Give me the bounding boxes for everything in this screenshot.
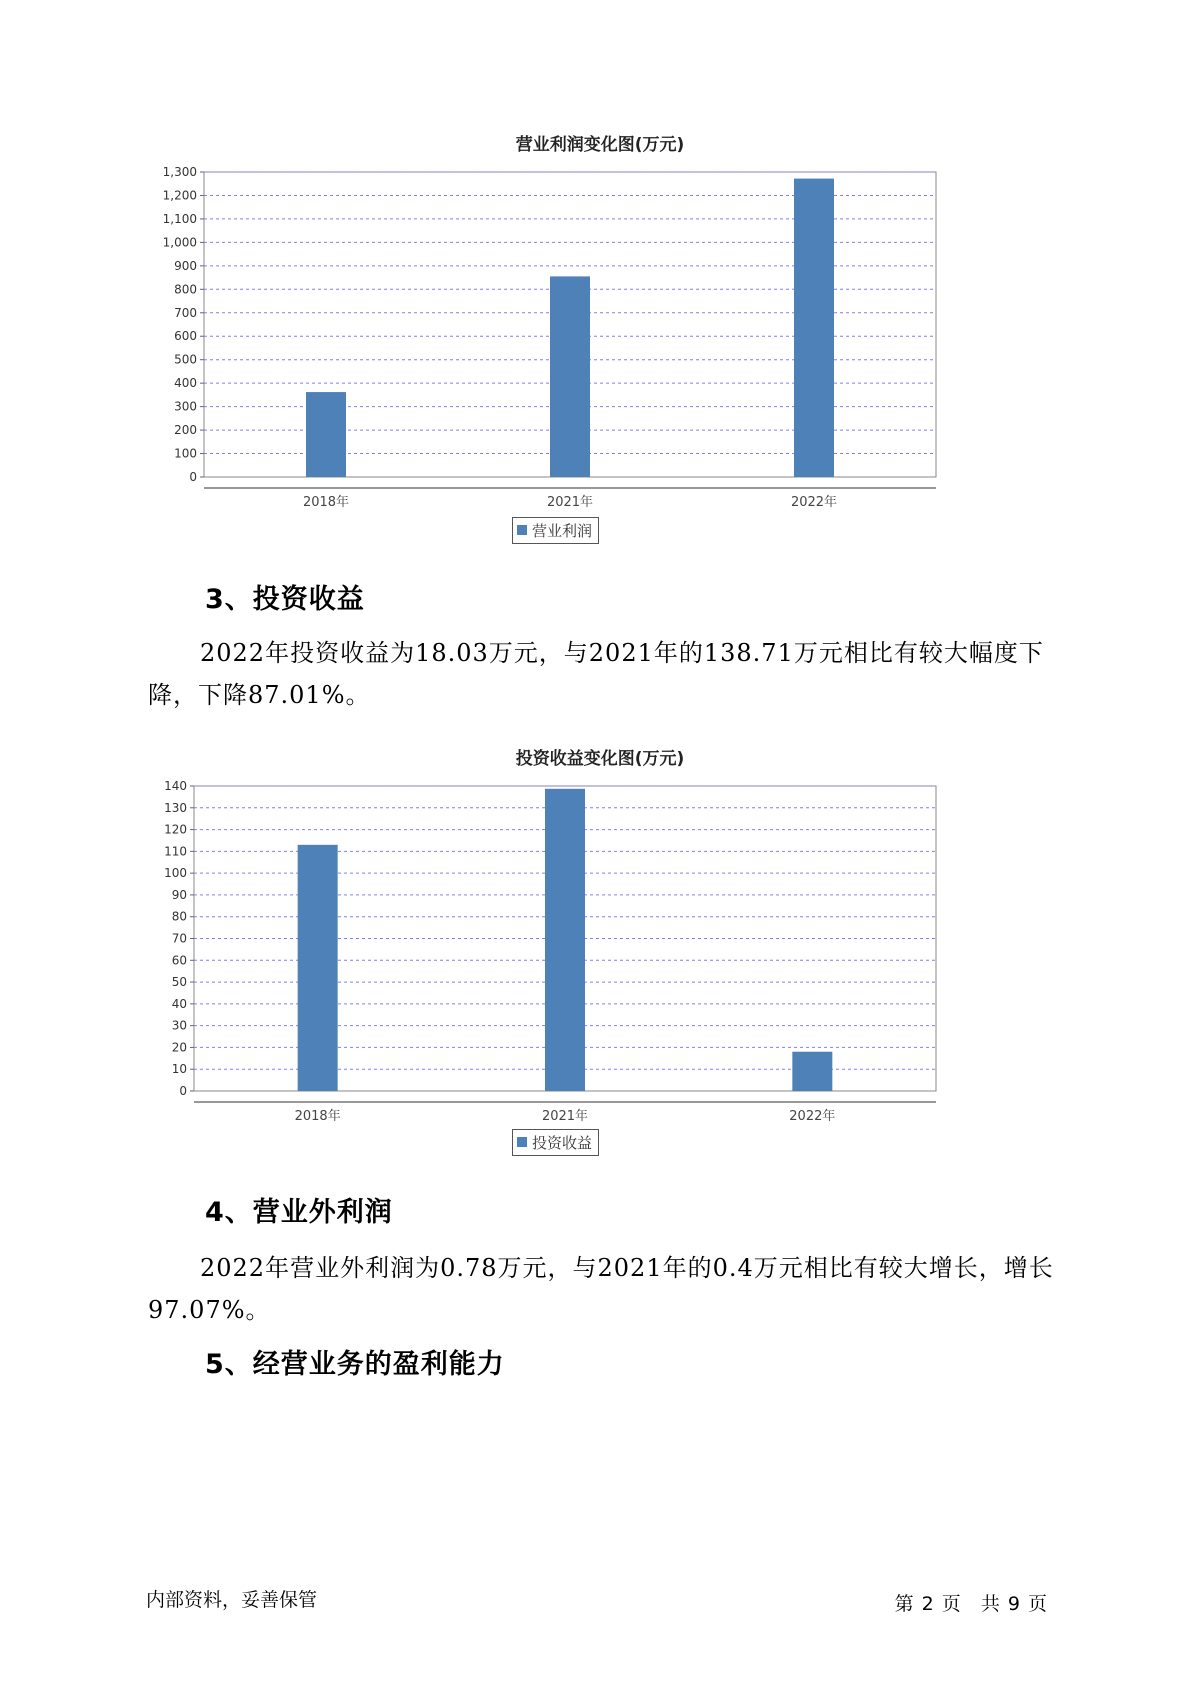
chart-legend — [512, 517, 599, 544]
y-tick-label: 30 — [171, 1018, 187, 1033]
y-tick-label: 700 — [174, 305, 197, 320]
y-tick-label: 600 — [174, 329, 197, 344]
y-tick-label: 1,300 — [162, 165, 197, 179]
operating-profit-plot — [160, 130, 1040, 510]
bar — [794, 179, 834, 477]
section-5-heading: 5、经营业务的盈利能力 — [205, 1349, 505, 1380]
section-4-text: 2022年营业外利润为0.78万元，与2021年的0.4万元相比有较大增长，增长97.07%。 — [148, 1254, 1054, 1324]
footer-confidential-note: 内部资料，妥善保管 — [146, 1589, 318, 1611]
x-tick-label: 2021年 — [541, 1109, 589, 1124]
section-3-text: 2022年投资收益为18.03万元，与2021年的138.71万元相比有较大幅度下降，下降87.01%。 — [148, 639, 1044, 709]
y-tick-label: 0 — [179, 1084, 187, 1098]
chart-title: 投资收益变化图(万元) — [515, 749, 685, 769]
total-unit: 页 — [1027, 1593, 1047, 1615]
operating-profit-chart — [160, 130, 1040, 550]
chart-title: 营业利润变化图(万元) — [515, 135, 685, 155]
y-tick-label: 50 — [171, 975, 187, 990]
x-tick-label: 2022年 — [790, 495, 838, 510]
bar — [550, 276, 590, 477]
legend-swatch — [517, 1137, 527, 1147]
y-tick-label: 110 — [164, 844, 187, 859]
y-tick-label: 800 — [174, 282, 197, 297]
page-unit: 页 — [941, 1593, 961, 1615]
x-tick-label: 2018年 — [294, 1109, 341, 1124]
y-tick-label: 500 — [174, 352, 197, 367]
bar — [545, 789, 585, 1091]
y-tick-label: 1,100 — [162, 211, 197, 226]
y-tick-label: 200 — [174, 423, 197, 438]
investment-income-plot — [160, 744, 1040, 1124]
total-prefix: 共 — [980, 1593, 1000, 1615]
legend-label: 营业利润 — [532, 522, 593, 540]
y-tick-label: 140 — [164, 779, 187, 793]
footer-page-number — [891, 1589, 1051, 1616]
y-tick-label: 10 — [171, 1062, 187, 1077]
x-tick-label: 2022年 — [789, 1109, 836, 1124]
y-tick-label: 100 — [164, 866, 187, 881]
y-tick-label: 1,200 — [162, 188, 197, 203]
x-tick-label: 2021年 — [546, 495, 594, 510]
y-tick-label: 130 — [164, 800, 187, 815]
y-tick-label: 70 — [171, 931, 187, 946]
page-total: 9 — [1007, 1593, 1020, 1615]
legend-label: 投资收益 — [532, 1134, 593, 1152]
page-current: 2 — [921, 1593, 934, 1615]
y-tick-label: 100 — [174, 446, 197, 461]
bar — [298, 845, 338, 1091]
bar — [792, 1052, 832, 1091]
y-tick-label: 20 — [171, 1040, 187, 1055]
y-tick-label: 900 — [174, 258, 197, 273]
y-tick-label: 300 — [174, 399, 197, 414]
section-3-heading: 3、投资收益 — [205, 584, 365, 615]
y-tick-label: 40 — [171, 996, 187, 1011]
y-tick-label: 60 — [171, 953, 187, 968]
y-tick-label: 1,000 — [162, 235, 197, 250]
y-tick-label: 400 — [174, 376, 197, 391]
x-tick-label: 2018年 — [302, 495, 350, 510]
investment-income-chart — [160, 744, 1040, 1164]
legend-swatch — [517, 525, 527, 535]
section-4-heading: 4、营业外利润 — [205, 1197, 393, 1228]
y-tick-label: 80 — [171, 909, 187, 924]
chart-legend — [512, 1129, 599, 1156]
y-tick-label: 120 — [164, 822, 187, 837]
y-tick-label: 90 — [171, 887, 187, 902]
page-prefix: 第 — [894, 1593, 914, 1615]
y-tick-label: 0 — [189, 470, 197, 484]
bar — [306, 392, 346, 477]
